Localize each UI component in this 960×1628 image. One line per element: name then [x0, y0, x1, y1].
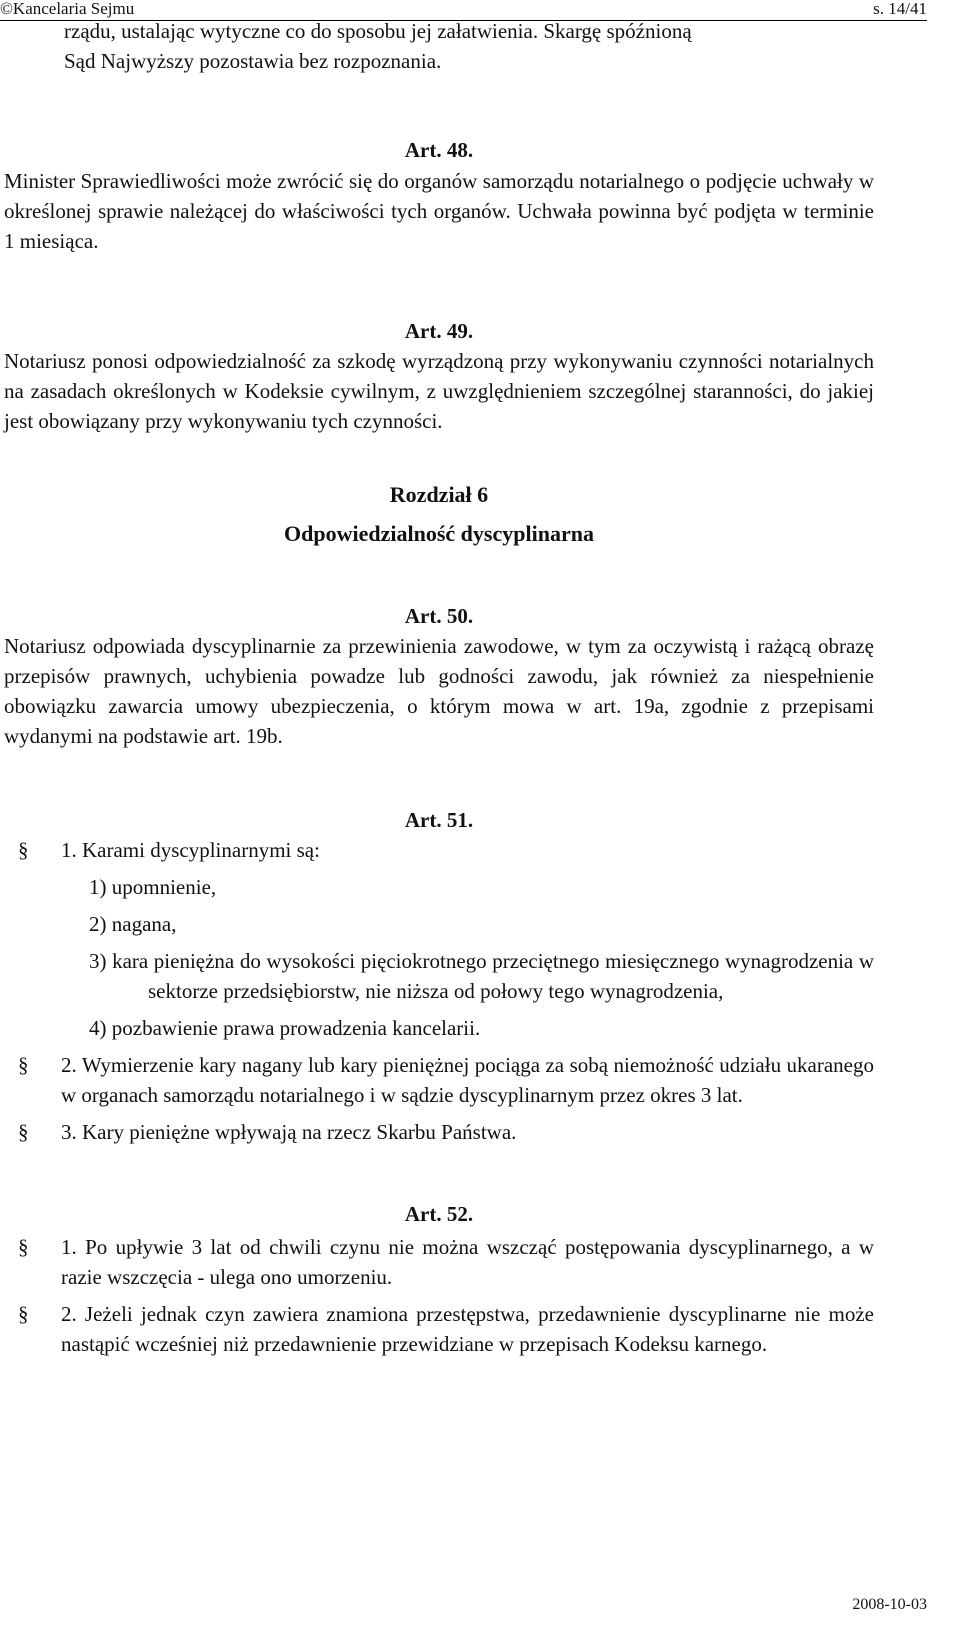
- article-48-text: Minister Sprawiedliwości może zwrócić się do organów samorządu notarialnego o podjęcie uchwały w określonej sprawie należącej do właściwości tych organów. Uchwała powinna być podjęta w terminie 1 miesiąca.: [4, 169, 874, 253]
- intro-line-2: Sąd Najwyższy pozostawia bez rozpoznania.: [64, 49, 442, 73]
- penalty-item-1: 1) upomnienie,: [89, 875, 217, 899]
- header-source: ©Kancelaria Sejmu: [0, 0, 135, 18]
- penalty-item-2: 2) nagana,: [89, 912, 177, 936]
- article-51-title: Art. 51.: [404, 808, 474, 832]
- article-52-section-2: § 2. Jeżeli jednak czyn zawiera znamiona przestępstwa, przedawnienie dyscyplinarne nie może nastąpić wcześniej niż przedawnienie przewidziane w przepisach Kodeksu karnego.: [4, 1299, 874, 1359]
- footer-date: 2008-10-03: [852, 1596, 927, 1613]
- article-51-section-1: § 1. Karami dyscyplinarnymi są:: [4, 835, 874, 865]
- article-51-section-2: § 2. Wymierzenie kary nagany lub kary pieniężnej pociąga za sobą niemożność udziału ukaranego w organach samorządu notarialnego i w sądzie dyscyplinarnym przez okres 3 lat.: [4, 1050, 874, 1110]
- header-page-number: s. 14/41: [873, 0, 927, 18]
- intro-line-1: rządu, ustalając wytyczne co do sposobu jej załatwienia. Skargę spóźnioną: [64, 19, 692, 43]
- chapter-number: Rozdział 6: [389, 482, 489, 507]
- article-52-title: Art. 52.: [404, 1202, 474, 1226]
- article-50-text: Notariusz odpowiada dyscyplinarnie za przewinienia zawodowe, w tym za oczywistą i rażącą obrazę przepisów prawnych, uchybienia powadze lub godności zawodu, jak również za niespełnienie obowiązku zawarcia umowy ubezpieczenia, o którym mowa w art. 19a, zgodnie z przepisami wydanymi na podstawie art. 19b.: [4, 634, 874, 748]
- document-body: [4, 16, 874, 1359]
- section-symbol: §: [18, 1235, 29, 1259]
- article-51-section-3: § 3. Kary pieniężne wpływają na rzecz Skarbu Państwa.: [4, 1117, 874, 1147]
- article-52-section-1: § 1. Po upływie 3 lat od chwili czynu nie można wszcząć postępowania dyscyplinarnego, a w razie wszczęcia - ulega ono umorzeniu.: [4, 1232, 874, 1292]
- chapter-title: Odpowiedzialność dyscyplinarna: [284, 521, 594, 546]
- article-50-title: Art. 50.: [404, 604, 474, 628]
- penalty-item-4: 4) pozbawienie prawa prowadzenia kancelarii.: [89, 1016, 481, 1040]
- article-49-title: Art. 49.: [404, 319, 474, 343]
- section-symbol: §: [18, 1120, 29, 1144]
- section-symbol: §: [18, 1053, 29, 1077]
- section-symbol: §: [18, 1302, 29, 1326]
- article-49-text: Notariusz ponosi odpowiedzialność za szkodę wyrządzoną przy wykonywaniu czynności notarialnych na zasadach określonych w Kodeksie cywilnym, z uwzględnieniem szczególnej staranności, do jakiej jest obowiązany przy wykonywaniu tych czynności.: [4, 349, 874, 433]
- article-48-title: Art. 48.: [404, 138, 474, 162]
- penalty-item-3: 3) kara pieniężna do wysokości pięciokrotnego przeciętnego miesięcznego wynagrodzenia w sektorze przedsiębiorstw, nie niższa od połowy tego wynagrodzenia,: [89, 949, 874, 1003]
- section-symbol: §: [18, 838, 29, 862]
